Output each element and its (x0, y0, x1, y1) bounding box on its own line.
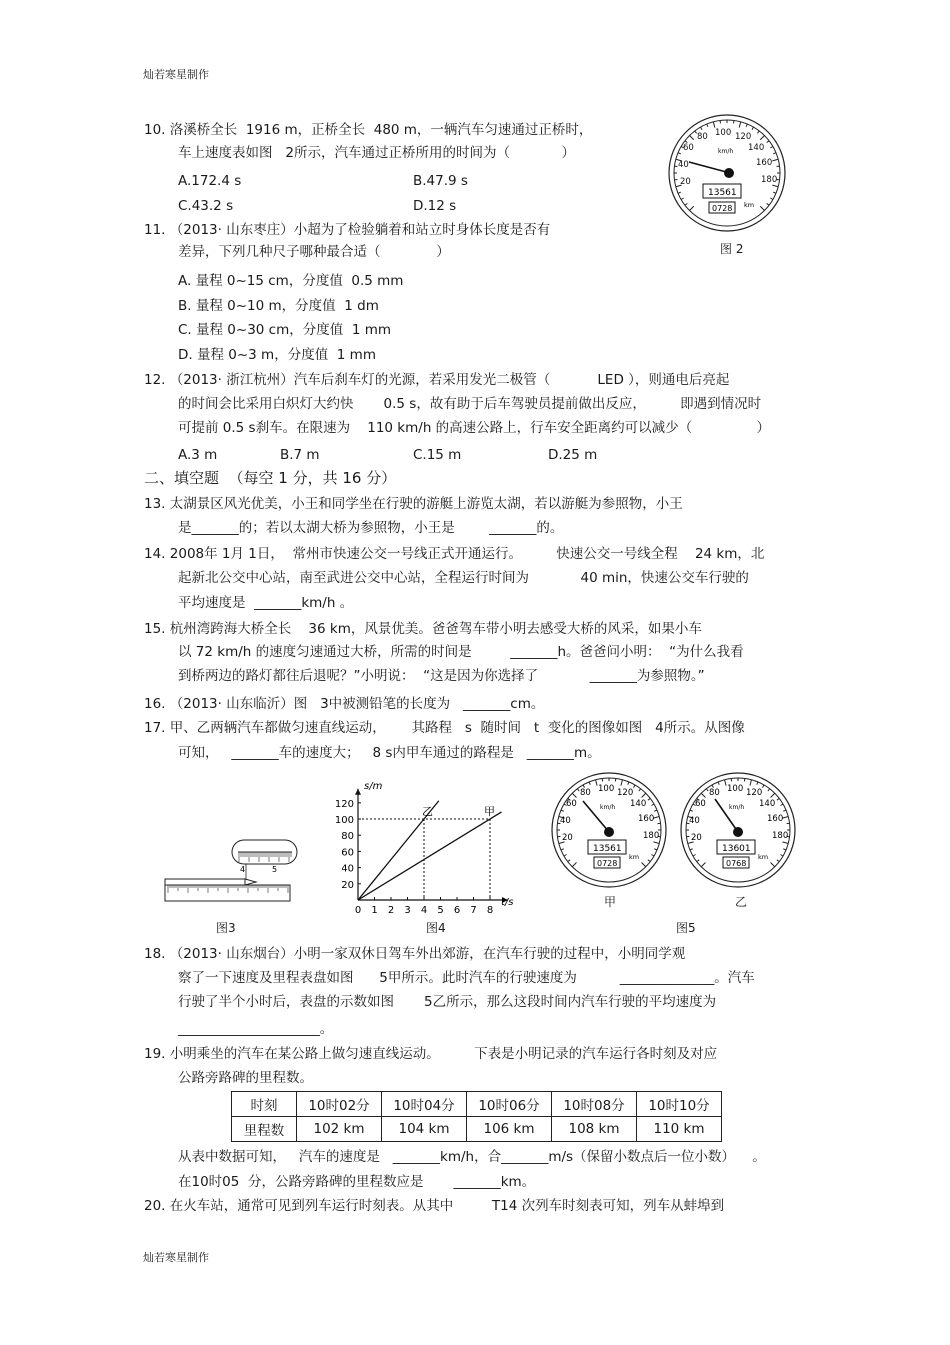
fig2-tick-60: 60 (683, 143, 694, 153)
figure4-caption: 图4 (426, 921, 446, 935)
fig2-odo-unit: km (744, 201, 755, 209)
fig2-tick-160: 160 (756, 158, 773, 168)
fig4-x-tick-label: 3 (404, 905, 411, 916)
q19-line3: 从表中数据可知， 汽车的速度是 _______km/h，合_______m/s（保留小数点后一位小数） 。 (178, 1149, 766, 1165)
q14-line3: 平均速度是 _______km/h 。 (178, 595, 354, 611)
fig5-yi-tick-40: 40 (689, 816, 700, 826)
fig2-unit: km/h (718, 148, 734, 155)
q18-line4: _____________________。 (178, 1021, 334, 1037)
fig5-yi-tick-180: 180 (772, 831, 789, 841)
table-cell: 108 km (552, 1117, 637, 1142)
fig4-series-label-jia: 甲 (484, 805, 495, 818)
fig5-jia-unit: km/h (600, 804, 616, 811)
fig2-tick-180: 180 (761, 175, 778, 185)
q12-option-c: C.15 m (413, 447, 462, 463)
time-mileage-table (231, 1091, 722, 1142)
fig4-y-tick-label: 120 (334, 798, 354, 810)
q11-line2: 差异，下列几种尺子哪种最合适（ ） (178, 244, 450, 260)
fig4-y-arrow (355, 789, 361, 795)
table-cell: 10时06分 (467, 1092, 552, 1117)
q11-option-c: C. 量程 0~30 cm，分度值 1 mm (178, 322, 392, 338)
fig5-yi-tick-60: 60 (695, 799, 706, 809)
fig3-mag-label-4: 4 (240, 865, 246, 874)
fig5-yi-tick-140: 140 (759, 799, 776, 809)
fig5-jia-tick-60: 60 (566, 799, 577, 809)
table-cell: 102 km (297, 1117, 382, 1142)
table-row (232, 1092, 722, 1117)
fig5-jia-tick-160: 160 (638, 814, 655, 824)
fig4-x-tick-label: 4 (420, 905, 428, 916)
q14-line1: 14. 2008年 1月 1日， 常州市快速公交一号线正式开通运行。 快速公交一号线全程 24 km，北 (144, 546, 765, 562)
fig4-x-tick-label: 2 (387, 905, 395, 916)
page-header: 灿若寒星制作 (143, 68, 209, 81)
q12-option-d: D.25 m (548, 447, 598, 463)
q12-line2: 的时间会比采用白炽灯大约快 0.5 s，故有助于后车驾驶员提前做出反应， 即遇到情况时 (178, 396, 762, 412)
q19-line1: 19. 小明乘坐的汽车在某公路上做匀速直线运动。 下表是小明记录的汽车运行各时刻及对应 (144, 1046, 718, 1062)
fig4-series-label-yi: 乙 (422, 805, 433, 818)
q19-line4: 在10时05 分，公路旁路碑的里程数应是 _______km。 (178, 1174, 536, 1190)
q11-option-d: D. 量程 0~3 m，分度值 1 mm (178, 347, 376, 363)
fig5-jia-trip: 0728 (597, 859, 618, 868)
q10-option-a: A.172.4 s (178, 173, 242, 189)
fig5-jia-tick-100: 100 (598, 784, 615, 794)
figure5-speedometer-yi (679, 771, 797, 889)
fig5-yi-tick-120: 120 (746, 788, 763, 798)
q15-line3: 到桥两边的路灯都往后退呢？”小明说： “这是因为你选择了 _______为参照物。” (178, 668, 705, 684)
fig5-jia-tick-20: 20 (562, 833, 573, 843)
fig5-yi-tick-20: 20 (691, 833, 702, 843)
table-cell: 104 km (382, 1117, 467, 1142)
table-cell: 106 km (467, 1117, 552, 1142)
figure5-label-yi: 乙 (735, 895, 748, 909)
fig4-y-tick-label: 40 (341, 863, 354, 875)
fig2-tick-100: 100 (715, 128, 732, 138)
table-cell: 10时08分 (552, 1092, 637, 1117)
q19-line2: 公路旁路碑的里程数。 (178, 1070, 313, 1086)
fig4-x-tick-label: 5 (437, 905, 444, 916)
fig2-tick-120: 120 (735, 132, 752, 142)
fig5-jia-odo-unit: km (629, 853, 640, 861)
fig5-yi-odo-unit: km (758, 853, 769, 861)
fig5-jia-tick-80: 80 (580, 788, 591, 798)
q18-line3: 行驶了半个小时后，表盘的示数如图 5乙所示，那么这段时间内汽车行驶的平均速度为 (178, 994, 717, 1010)
q12-line3: 可提前 0.5 s刹车。在限速为 110 km/h 的高速公路上，行车安全距离约可以减少（ ） (178, 420, 771, 436)
table-cell: 110 km (637, 1117, 722, 1142)
fig2-tick-80: 80 (697, 132, 708, 142)
q10-option-d: D.12 s (413, 198, 457, 214)
fig4-y-tick-label: 20 (341, 879, 354, 891)
q10-line2: 车上速度表如图 2所示，汽车通过正桥所用的时间为（ ） (178, 145, 575, 161)
q10-line1: 10. 洛溪桥全长 1916 m，正桥全长 480 m，一辆汽车匀速通过正桥时， (144, 122, 593, 138)
fig4-y-axis-label: s/m (364, 781, 383, 792)
fig4-x-tick-label: 0 (354, 905, 362, 916)
q17-line1: 17. 甲、乙两辆汽车都做匀速直线运动， 其路程 s 随时间 t 变化的图像如图 4所示。从图像 (144, 720, 745, 736)
figure3-caption: 图3 (216, 921, 236, 935)
table-cell: 10时04分 (382, 1092, 467, 1117)
fig5-jia-tick-120: 120 (617, 788, 634, 798)
fig4-x-axis-label: t/s (501, 897, 514, 908)
q12-line1: 12. （2013· 浙江杭州）汽车后刹车灯的光源，若采用发光二极管（ LED ），则通电后亮起 (144, 372, 730, 388)
q14-line2: 起新北公交中心站，南至武进公交中心站，全程运行时间为 40 min，快速公交车行驶的 (178, 570, 749, 586)
q20-line1: 20. 在火车站，通常可见到列车运行时刻表。从其中 T14 次列车时刻表可知，列车从蚌埠到 (144, 1198, 725, 1214)
fig4-y-tick-label: 100 (334, 815, 354, 826)
fig5-jia-tick-180: 180 (643, 831, 660, 841)
fig4-x-tick-label: 6 (453, 905, 461, 916)
q12-option-b: B.7 m (280, 447, 320, 463)
figure5-caption: 图5 (676, 921, 696, 935)
q12-option-a: A.3 m (178, 447, 218, 463)
figure3-ruler (160, 828, 300, 908)
fig4-y-ticks (335, 799, 361, 891)
fig5-yi-tick-80: 80 (709, 788, 720, 798)
fig2-trip: 0728 (712, 204, 733, 213)
fig5-yi-unit: km/h (729, 804, 745, 811)
fig2-tick-140: 140 (748, 143, 765, 153)
q15-line2: 以 72 km/h 的速度匀速通过大桥，所需的时间是 _______h。爸爸问小明： “为什么我看 (178, 644, 744, 660)
fig2-tick-40: 40 (678, 160, 689, 170)
fig4-x-tick-label: 8 (486, 905, 494, 916)
q11-line1: 11. （2013· 山东枣庄）小超为了检验躺着和站立时身体长度是否有 (144, 222, 551, 238)
page-footer: 灿若寒星制作 (143, 1251, 209, 1264)
section-heading: 二、填空题 （每空 1 分，共 16 分） (144, 469, 397, 487)
fig2-odometer: 13561 (708, 188, 737, 198)
fig4-y-tick-label: 60 (341, 847, 354, 859)
q10-option-c: C.43.2 s (178, 198, 234, 214)
q16-line: 16. （2013· 山东临沂）图 3中被测铅笔的长度为 _______cm。 (144, 696, 545, 712)
q11-option-b: B. 量程 0~10 m，分度值 1 dm (178, 298, 379, 314)
fig4-x-tick-label: 7 (470, 905, 477, 916)
table-row-header: 里程数 (232, 1117, 297, 1142)
fig5-yi-tick-100: 100 (727, 784, 744, 794)
figure4-st-chart (330, 777, 514, 916)
fig4-y-tick-label: 80 (341, 831, 354, 843)
q13-line2: 是_______的；若以太湖大桥为参照物，小王是 _______的。 (178, 520, 564, 536)
fig5-jia-tick-140: 140 (630, 799, 647, 809)
q10-option-b: B.47.9 s (413, 173, 468, 189)
table-cell: 10时02分 (297, 1092, 382, 1117)
fig3-mag-label-5: 5 (272, 865, 278, 874)
fig2-tick-20: 20 (680, 177, 691, 187)
fig4-series-line-jia (358, 812, 502, 900)
fig4-x-tick-label: 1 (371, 905, 378, 916)
figure2-speedometer (667, 113, 787, 233)
q18-line2: 察了一下速度及里程表盘如图 5甲所示。此时汽车的行驶速度为 ______________。汽车 (178, 970, 755, 986)
fig5-yi-tick-160: 160 (767, 814, 784, 824)
figure5-label-jia: 甲 (604, 895, 617, 909)
fig5-jia-tick-40: 40 (560, 816, 571, 826)
q15-line1: 15. 杭州湾跨海大桥全长 36 km，风景优美。爸爸驾车带小明去感受大桥的风采，如果小车 (144, 621, 702, 637)
figure2-caption: 图 2 (720, 242, 744, 256)
q11-option-a: A. 量程 0~15 cm，分度值 0.5 mm (178, 273, 404, 289)
fig5-jia-odometer: 13561 (593, 844, 622, 854)
q17-line2: 可知， _______车的速度大； 8 s内甲车通过的路程是 _______m。 (178, 745, 601, 761)
table-cell: 10时10分 (637, 1092, 722, 1117)
q13-line1: 13. 太湖景区风光优美，小王和同学坐在行驶的游艇上游览太湖，若以游艇为参照物，小王 (144, 496, 683, 512)
table-row (232, 1117, 722, 1142)
figure5-speedometer-jia (550, 771, 668, 889)
table-row-header: 时刻 (232, 1092, 297, 1117)
fig5-yi-odometer: 13601 (722, 844, 751, 854)
fig5-yi-trip: 0768 (726, 859, 747, 868)
q18-line1: 18. （2013· 山东烟台）小明一家双休日驾车外出郊游，在汽车行驶的过程中，小明同学观 (144, 946, 686, 962)
